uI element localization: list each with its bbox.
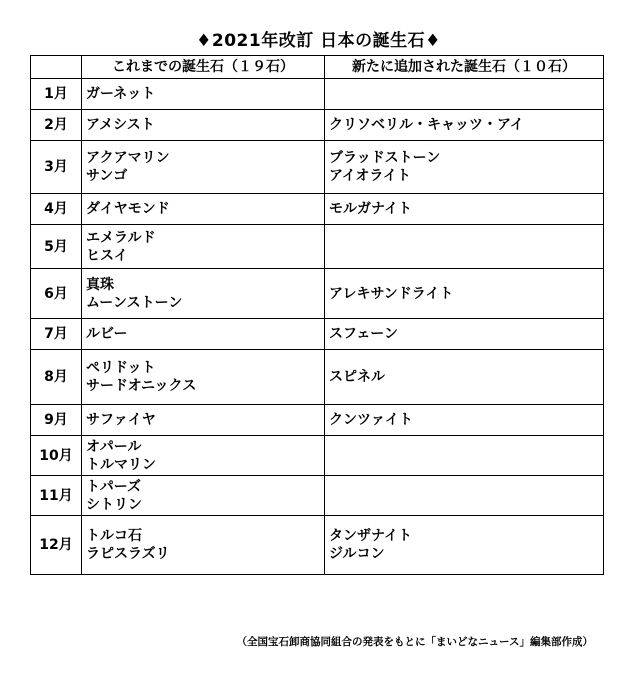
new-stones-cell [325, 405, 604, 436]
existing-stone-name: トルコ石 [86, 528, 142, 544]
month-cell: 2月 [31, 110, 82, 141]
table-row [31, 225, 604, 269]
new-stones-cell [325, 319, 604, 350]
table-row [31, 405, 604, 436]
existing-stone-name: サファイヤ [86, 412, 156, 428]
existing-stone-name: サードオニックス [86, 378, 197, 394]
new-stones-cell [325, 225, 604, 269]
existing-stones-cell [82, 350, 325, 405]
existing-stones-cell [82, 269, 325, 319]
existing-stones-cell [82, 319, 325, 350]
existing-stone-name: ルビー [86, 326, 128, 342]
new-stone-name: アイオライト [329, 168, 411, 184]
existing-stone-name: ガーネット [86, 86, 156, 102]
month-cell: 9月 [31, 405, 82, 436]
new-stone-name: ジルコン [329, 546, 385, 562]
month-cell: 7月 [31, 319, 82, 350]
new-stones-cell [325, 476, 604, 516]
existing-stones-cell [82, 194, 325, 225]
header-existing-stones: これまでの誕生石（１９石） [82, 56, 325, 79]
table-row [31, 516, 604, 575]
table-row [31, 194, 604, 225]
existing-stone-name: ペリドット [86, 360, 156, 376]
table-row [31, 436, 604, 476]
table-row [31, 269, 604, 319]
page-title: ♦2021年改訂 日本の誕生石♦ [196, 31, 441, 51]
new-stone-name: ブラッドストーン [329, 150, 441, 166]
existing-stone-name: 真珠 [86, 276, 114, 293]
header-month [31, 56, 82, 79]
header-new-stones: 新たに追加された誕生石（１０石） [325, 56, 604, 79]
month-cell: 5月 [31, 225, 82, 269]
month-cell: 1月 [31, 79, 82, 110]
existing-stone-name: シトリン [86, 496, 142, 513]
existing-stones-cell [82, 79, 325, 110]
existing-stone-name: トルマリン [86, 456, 156, 473]
existing-stone-name: ムーンストーン [86, 294, 183, 311]
new-stone-name: モルガナイト [329, 201, 413, 217]
existing-stones-cell [82, 436, 325, 476]
new-stones-cell [325, 79, 604, 110]
month-cell: 10月 [31, 436, 82, 476]
existing-stones-cell [82, 225, 325, 269]
month-cell: 3月 [31, 141, 82, 194]
month-cell: 8月 [31, 350, 82, 405]
new-stones-cell [325, 110, 604, 141]
month-cell: 4月 [31, 194, 82, 225]
new-stone-name: アレキサンドライト [329, 285, 454, 302]
table-row [31, 141, 604, 194]
existing-stone-name: オパール [86, 438, 142, 455]
existing-stone-name: ダイヤモンド [86, 201, 170, 217]
new-stone-name: スフェーン [329, 326, 399, 342]
table-header-row [31, 56, 604, 79]
month-cell: 6月 [31, 269, 82, 319]
new-stones-cell [325, 350, 604, 405]
existing-stones-cell [82, 516, 325, 575]
new-stones-cell [325, 436, 604, 476]
source-footnote: （全国宝石卸商協同組合の発表をもとに「まいどなニュース」編集部作成） [236, 636, 593, 648]
existing-stones-cell [82, 141, 325, 194]
table-row [31, 110, 604, 141]
month-cell: 11月 [31, 476, 82, 516]
birthstone-table [30, 55, 604, 575]
existing-stone-name: アクアマリン [86, 150, 170, 166]
existing-stone-name: トパーズ [86, 478, 142, 495]
new-stone-name: クリソベリル・キャッツ・アイ [329, 117, 524, 133]
month-cell: 12月 [31, 516, 82, 575]
new-stone-name: クンツァイト [329, 412, 413, 428]
existing-stones-cell [82, 110, 325, 141]
new-stones-cell [325, 516, 604, 575]
new-stones-cell [325, 194, 604, 225]
new-stones-cell [325, 141, 604, 194]
new-stone-name: タンザナイト [329, 528, 413, 544]
table-row [31, 476, 604, 516]
existing-stones-cell [82, 405, 325, 436]
new-stones-cell [325, 269, 604, 319]
existing-stone-name: エメラルド [86, 229, 156, 246]
table-row [31, 350, 604, 405]
table-row [31, 319, 604, 350]
existing-stones-cell [82, 476, 325, 516]
existing-stone-name: サンゴ [86, 168, 128, 184]
existing-stone-name: アメシスト [86, 117, 155, 133]
table-row [31, 79, 604, 110]
existing-stone-name: ヒスイ [86, 247, 128, 264]
new-stone-name: スピネル [329, 369, 385, 385]
existing-stone-name: ラピスラズリ [86, 546, 170, 562]
